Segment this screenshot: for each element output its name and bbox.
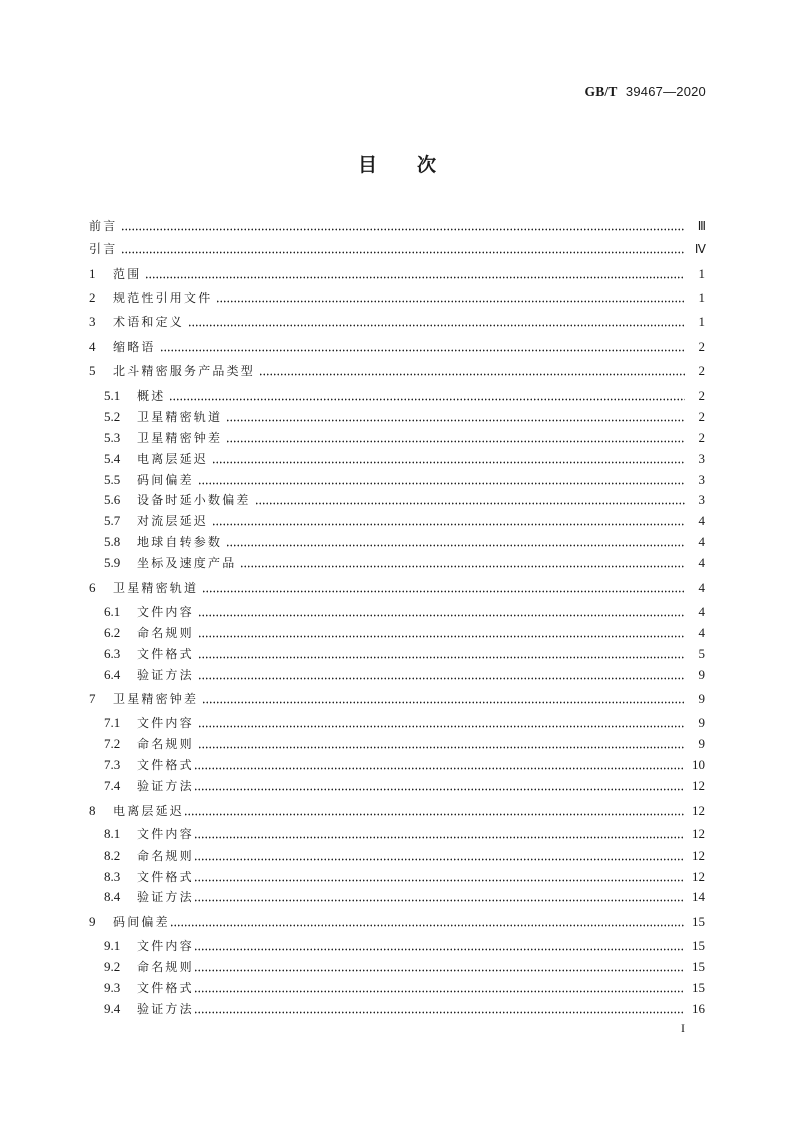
toc-entry[interactable] xyxy=(104,624,705,642)
toc-entry[interactable] xyxy=(104,1000,705,1018)
toc-entry[interactable] xyxy=(104,735,705,753)
dot-leader xyxy=(198,735,685,753)
toc-entry-page: 14 xyxy=(692,889,705,904)
toc-entry-page: 4 xyxy=(698,625,705,640)
toc-entry-number: 7.3 xyxy=(104,757,121,772)
toc-entry-page: 12 xyxy=(692,778,705,793)
toc-entry-page: 12 xyxy=(692,826,705,841)
toc-entry-page: 1 xyxy=(698,290,705,305)
toc-entry-title: 命名规则 xyxy=(137,849,194,863)
standard-number: 39467—2020 xyxy=(625,84,706,99)
toc-entry-title: 文件格式 xyxy=(137,870,194,884)
toc-entry[interactable] xyxy=(89,338,705,356)
toc-entry-number: 5.1 xyxy=(104,388,121,403)
dot-leader xyxy=(240,554,685,572)
dot-leader xyxy=(194,825,685,843)
standard-code xyxy=(585,84,707,100)
toc-entry-title: 文件内容 xyxy=(137,605,194,619)
toc-entry-number: 9.3 xyxy=(104,980,121,995)
toc-entry-page: 9 xyxy=(698,691,705,706)
toc-entry-page: 4 xyxy=(698,513,705,528)
toc-entry-title: 坐标及速度产品 xyxy=(137,556,237,570)
dot-leader xyxy=(170,913,685,931)
toc-entry-page: Ⅳ xyxy=(694,242,705,256)
toc-entry-number: 5 xyxy=(89,363,96,378)
toc-entry-number: 5.8 xyxy=(104,534,121,549)
toc-entry-number: 8.3 xyxy=(104,869,121,884)
toc-entry[interactable] xyxy=(89,217,705,235)
toc-entry-page: 15 xyxy=(692,980,705,995)
toc-entry-number: 1 xyxy=(89,266,96,281)
dot-leader xyxy=(188,313,685,331)
toc-entry-title: 文件格式 xyxy=(137,758,194,772)
toc-entry[interactable] xyxy=(89,802,705,820)
toc-entry-title: 文件格式 xyxy=(137,647,194,661)
toc-entry-page: 2 xyxy=(698,430,705,445)
standard-prefix: GB/T xyxy=(584,84,618,99)
toc-entry-page: 1 xyxy=(698,266,705,281)
toc-entry-title: 术语和定义 xyxy=(113,315,185,329)
toc-entry[interactable] xyxy=(104,666,705,684)
dot-leader xyxy=(226,408,685,426)
dot-leader xyxy=(255,491,685,509)
toc-entry[interactable] xyxy=(104,714,705,732)
toc-entry-title: 文件内容 xyxy=(137,939,194,953)
toc-entry[interactable] xyxy=(104,429,705,447)
toc-entry-title: 验证方法 xyxy=(137,779,194,793)
dot-leader xyxy=(212,512,685,530)
toc-entry[interactable] xyxy=(104,756,705,774)
toc-entry-number: 3 xyxy=(89,314,96,329)
toc-entry-title: 命名规则 xyxy=(137,737,194,751)
toc-entry[interactable] xyxy=(104,847,705,865)
toc-entry[interactable] xyxy=(89,313,705,331)
toc-entry[interactable] xyxy=(104,937,705,955)
toc-entry-title: 北斗精密服务产品类型 xyxy=(113,364,256,378)
dot-leader xyxy=(259,362,685,380)
dot-leader xyxy=(226,533,685,551)
toc-entry-number: 9.2 xyxy=(104,959,121,974)
dot-leader xyxy=(194,847,685,865)
toc-entry-page: 15 xyxy=(692,938,705,953)
toc-entry[interactable] xyxy=(89,362,705,380)
toc-entry-page: 3 xyxy=(698,472,705,487)
toc-entry-title: 设备时延小数偏差 xyxy=(137,493,251,507)
dot-leader xyxy=(198,645,685,663)
toc-entry-title: 对流层延迟 xyxy=(137,514,209,528)
toc-entry[interactable] xyxy=(89,265,705,283)
dot-leader xyxy=(216,289,685,307)
toc-entry-title: 验证方法 xyxy=(137,668,194,682)
toc-entry[interactable] xyxy=(104,533,705,551)
toc-entry-title: 卫星精密轨道 xyxy=(113,581,199,595)
toc-entry-page: 12 xyxy=(692,848,705,863)
dot-leader xyxy=(194,958,685,976)
toc-entry-page: 12 xyxy=(692,803,705,818)
toc-entry-number: 5.6 xyxy=(104,492,121,507)
toc-entry-number: 5.9 xyxy=(104,555,121,570)
toc-entry-page: 2 xyxy=(698,339,705,354)
toc-entry-title: 电离层延迟 xyxy=(113,804,185,818)
toc-entry-title: 概述 xyxy=(137,389,166,403)
dot-leader xyxy=(226,429,685,447)
toc-entry-page: 15 xyxy=(692,959,705,974)
toc-entry-number: 7.4 xyxy=(104,778,121,793)
toc-entry-title: 命名规则 xyxy=(137,960,194,974)
toc-entry-number: 7 xyxy=(89,691,96,706)
dot-leader xyxy=(198,603,685,621)
dot-leader xyxy=(194,888,685,906)
toc-entry-number: 9 xyxy=(89,914,96,929)
toc-entry[interactable] xyxy=(89,289,705,307)
toc-entry-page: 15 xyxy=(692,914,705,929)
toc-entry-page: 3 xyxy=(698,492,705,507)
toc-entry-number: 9.1 xyxy=(104,938,121,953)
toc-entry-page: 4 xyxy=(698,580,705,595)
toc-entry-number: 5.4 xyxy=(104,451,121,466)
toc-entry-title: 文件内容 xyxy=(137,827,194,841)
toc-entry-title: 引言 xyxy=(89,242,118,256)
toc-entry-page: 1 xyxy=(698,314,705,329)
toc-entry-title: 验证方法 xyxy=(137,1002,194,1016)
toc-entry-page: 9 xyxy=(698,667,705,682)
toc-entry-title: 前言 xyxy=(89,219,118,233)
footer-page-number: I xyxy=(681,1021,685,1035)
dot-leader xyxy=(194,756,685,774)
toc-entry[interactable] xyxy=(104,603,705,621)
toc-entry-title: 范围 xyxy=(113,267,142,281)
toc-entry[interactable] xyxy=(89,240,705,258)
dot-leader xyxy=(184,802,685,820)
toc-entry-number: 8 xyxy=(89,803,96,818)
toc-entry-number: 5.3 xyxy=(104,430,121,445)
toc-entry-page: 2 xyxy=(698,388,705,403)
toc-entry[interactable] xyxy=(104,450,705,468)
dot-leader xyxy=(198,666,685,684)
dot-leader xyxy=(121,217,685,235)
toc-entry-title: 卫星精密钟差 xyxy=(137,431,223,445)
dot-leader xyxy=(194,868,685,886)
toc-entry-number: 6.3 xyxy=(104,646,121,661)
toc-entry-title: 电离层延迟 xyxy=(137,452,209,466)
dot-leader xyxy=(212,450,685,468)
dot-leader xyxy=(194,777,685,795)
toc-entry-number: 7.2 xyxy=(104,736,121,751)
toc-entry[interactable] xyxy=(89,579,705,597)
toc-entry[interactable] xyxy=(89,913,705,931)
toc-entry-page: 4 xyxy=(698,555,705,570)
toc-entry[interactable] xyxy=(104,958,705,976)
toc-entry-title: 码间偏差 xyxy=(137,473,194,487)
dot-leader xyxy=(198,714,685,732)
dot-leader xyxy=(198,624,685,642)
dot-leader xyxy=(145,265,685,283)
toc-entry-number: 5.7 xyxy=(104,513,121,528)
toc-entry-number: 2 xyxy=(89,290,96,305)
toc-entry-page: 2 xyxy=(698,409,705,424)
toc-entry-page: 4 xyxy=(698,604,705,619)
toc-entry[interactable] xyxy=(104,512,705,530)
toc-entry-title: 文件内容 xyxy=(137,716,194,730)
toc-entry[interactable] xyxy=(104,868,705,886)
toc-entry[interactable] xyxy=(104,387,705,405)
toc-entry-number: 5.5 xyxy=(104,472,121,487)
toc-entry[interactable] xyxy=(104,491,705,509)
toc-entry-number: 9.4 xyxy=(104,1001,121,1016)
dot-leader xyxy=(160,338,685,356)
toc-entry-title: 地球自转参数 xyxy=(137,535,223,549)
dot-leader xyxy=(194,1000,685,1018)
toc-entry[interactable] xyxy=(104,777,705,795)
toc-entry[interactable] xyxy=(104,645,705,663)
toc-entry-title: 卫星精密钟差 xyxy=(113,692,199,706)
toc-entry-page: 5 xyxy=(698,646,705,661)
page-title: 目次 xyxy=(357,154,476,176)
toc-entry[interactable] xyxy=(104,554,705,572)
toc-entry-number: 5.2 xyxy=(104,409,121,424)
toc-entry-page: 2 xyxy=(698,363,705,378)
toc-entry[interactable] xyxy=(104,888,705,906)
toc-entry-page: 9 xyxy=(698,715,705,730)
toc-entry-title: 码间偏差 xyxy=(113,915,170,929)
toc-entry-title: 规范性引用文件 xyxy=(113,291,213,305)
dot-leader xyxy=(194,937,685,955)
toc-entry-title: 缩略语 xyxy=(113,340,156,354)
toc-entry-number: 7.1 xyxy=(104,715,121,730)
toc-entry[interactable] xyxy=(104,979,705,997)
toc-entry-number: 4 xyxy=(89,339,96,354)
dot-leader xyxy=(198,471,685,489)
dot-leader xyxy=(194,979,685,997)
toc-entry-number: 8.1 xyxy=(104,826,121,841)
toc-entry-page: 9 xyxy=(698,736,705,751)
toc-entry-number: 6.2 xyxy=(104,625,121,640)
toc-entry[interactable] xyxy=(89,690,705,708)
toc-entry[interactable] xyxy=(104,471,705,489)
toc-entry-number: 6 xyxy=(89,580,96,595)
toc-entry[interactable] xyxy=(104,408,705,426)
toc-entry-page: Ⅲ xyxy=(697,219,705,233)
dot-leader xyxy=(202,579,685,597)
toc-entry[interactable] xyxy=(104,825,705,843)
toc-entry-page: 10 xyxy=(692,757,705,772)
toc-entry-page: 16 xyxy=(692,1001,705,1016)
dot-leader xyxy=(202,690,685,708)
toc-entry-title: 卫星精密轨道 xyxy=(137,410,223,424)
toc-entry-number: 6.1 xyxy=(104,604,121,619)
toc-entry-page: 3 xyxy=(698,451,705,466)
toc-entry-number: 8.2 xyxy=(104,848,121,863)
dot-leader xyxy=(121,240,685,258)
toc-entry-number: 6.4 xyxy=(104,667,121,682)
toc-entry-page: 4 xyxy=(698,534,705,549)
toc-entry-title: 命名规则 xyxy=(137,626,194,640)
dot-leader xyxy=(169,387,685,405)
toc-entry-page: 12 xyxy=(692,869,705,884)
toc-entry-title: 文件格式 xyxy=(137,981,194,995)
toc-entry-number: 8.4 xyxy=(104,889,121,904)
toc-entry-title: 验证方法 xyxy=(137,890,194,904)
